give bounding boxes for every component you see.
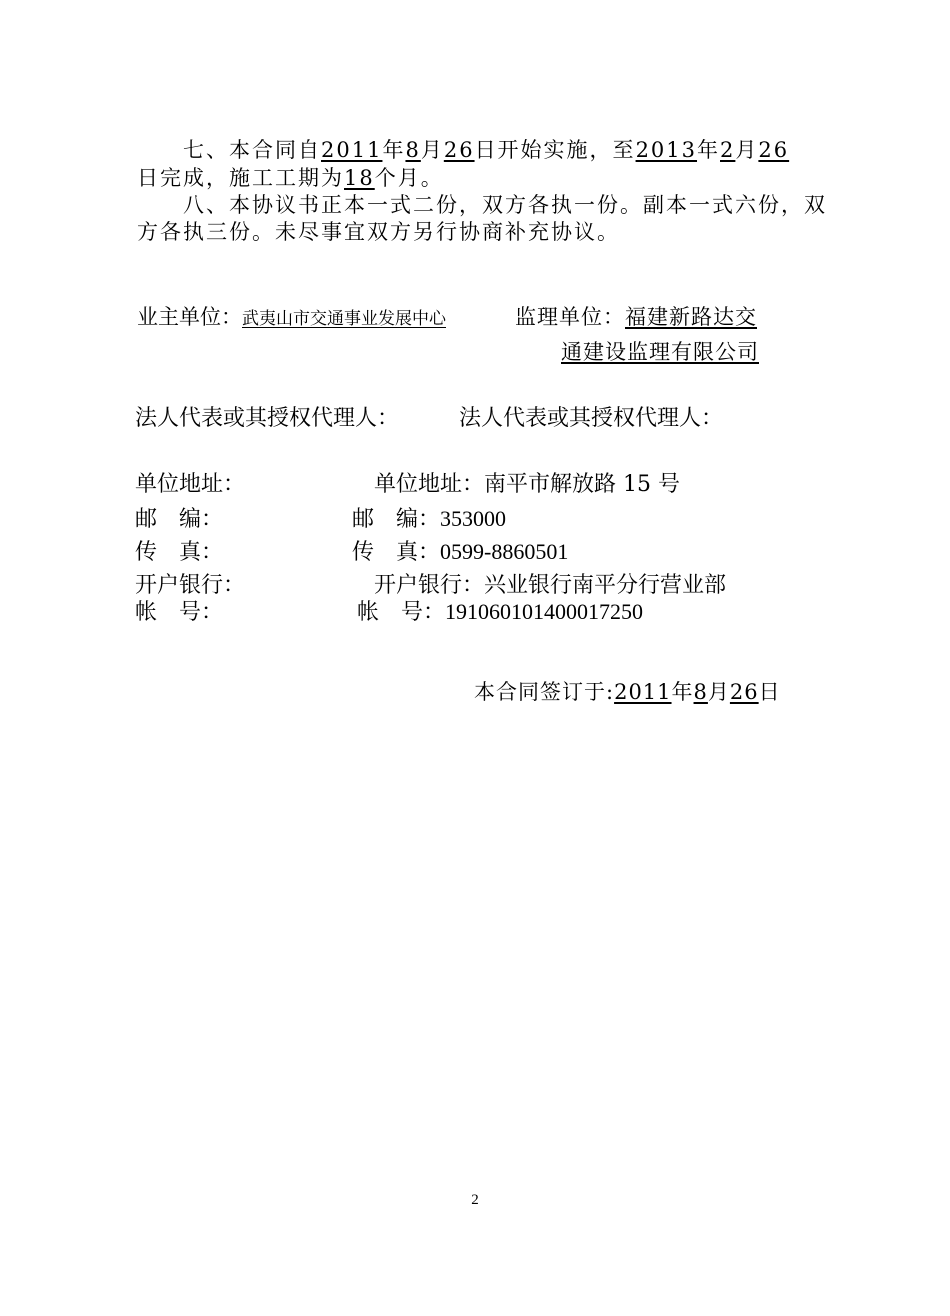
- year-char-2: 年: [697, 138, 721, 162]
- clause-7-line2-b: 个月。: [374, 166, 444, 190]
- postal-right-label: 邮 编：: [352, 507, 441, 532]
- clause-7-line-1: [183, 136, 789, 164]
- signing-date: [474, 676, 781, 706]
- duration: 18: [344, 166, 375, 190]
- supervisor-label: 监理单位：: [515, 305, 625, 329]
- address-label-left: 单位地址：: [135, 472, 246, 497]
- clause-7-line-2: [137, 164, 444, 192]
- year-char: 年: [382, 138, 406, 162]
- signing-month: 8: [693, 680, 708, 704]
- month-char-2: 月: [735, 138, 759, 162]
- signing-prefix: 本合同签订于:: [474, 680, 615, 704]
- owner-unit: [137, 301, 446, 331]
- postal-right: [352, 502, 506, 533]
- account-right: [357, 595, 643, 626]
- fax-label-left: 传 真：: [135, 540, 224, 565]
- supervisor-unit: [515, 301, 757, 331]
- signing-day: 26: [729, 680, 759, 704]
- signing-month-char: 月: [707, 680, 730, 704]
- rep-right: 法人代表或其授权代理人：: [459, 406, 724, 431]
- signing-year: 2011: [614, 680, 672, 704]
- clause-8-line-1: 八、本协议书正本一式二份，双方各执一份。副本一式六份，双: [183, 193, 827, 217]
- supervisor-name-line-2: 通建设监理有限公司: [561, 340, 759, 364]
- postal-code: 353000: [440, 506, 507, 531]
- start-day: 26: [443, 138, 475, 162]
- clause-8-line-2: 方各执三份。未尽事宜双方另行协商补充协议。: [137, 220, 620, 244]
- fax-number: 0599-8860501: [440, 539, 569, 564]
- fax-right-label: 传 真：: [352, 540, 441, 565]
- owner-name: 武夷山市交通事业发展中心: [242, 309, 446, 329]
- rep-left: 法人代表或其授权代理人：: [135, 406, 400, 431]
- clause-7-prefix: 七、本合同自: [183, 138, 321, 162]
- signing-day-char: 日: [758, 680, 781, 704]
- owner-label: 业主单位：: [137, 305, 242, 329]
- page-number: 2: [471, 1192, 479, 1208]
- account-right-label: 帐 号：: [357, 600, 446, 625]
- account-label-left: 帐 号：: [135, 600, 224, 625]
- end-day: 26: [758, 138, 790, 162]
- end-year: 2013: [635, 138, 698, 162]
- fax-right: [352, 535, 568, 566]
- signing-year-char: 年: [671, 680, 694, 704]
- month-char: 月: [420, 138, 444, 162]
- supervisor-name-line-1: 福建新路达交: [625, 305, 757, 329]
- account-number: 191060101400017250: [445, 599, 644, 624]
- start-month: 8: [405, 138, 421, 162]
- bank-right: 开户银行：兴业银行南平分行营业部: [374, 573, 727, 598]
- bank-label-left: 开户银行：: [135, 573, 246, 598]
- clause-7-line2-a: 日完成，施工工期为: [137, 166, 344, 190]
- end-month: 2: [720, 138, 736, 162]
- address-right: 单位地址：南平市解放路 15 号: [374, 472, 680, 497]
- clause-7-mid: 日开始实施，至: [474, 138, 636, 162]
- start-year: 2011: [321, 138, 383, 162]
- postal-label-left: 邮 编：: [135, 507, 224, 532]
